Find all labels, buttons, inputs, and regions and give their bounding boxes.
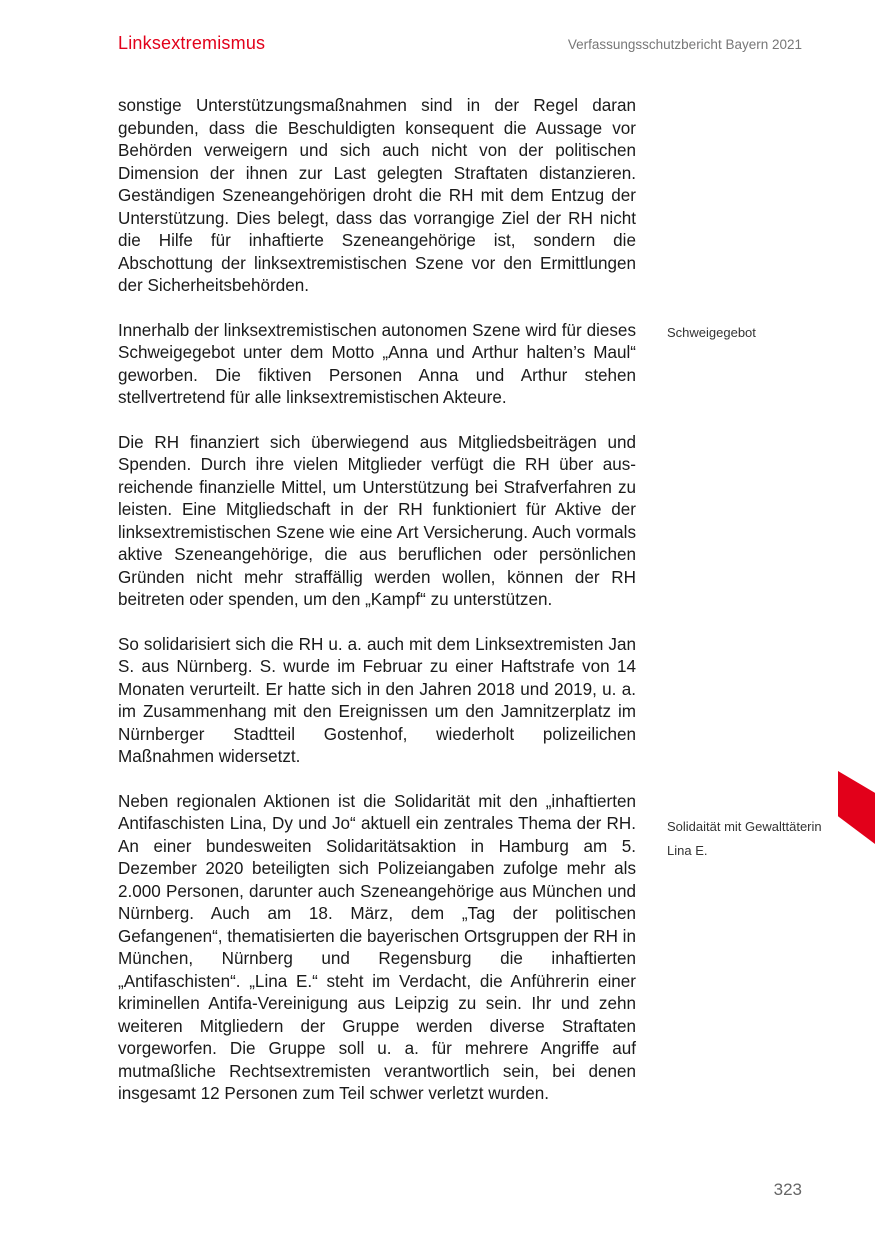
margin-note-solidaritaet: Solidaität mit Gewalttäterin Lina E. [667,819,822,858]
paragraph-3: Die RH finanziert sich überwiegend aus Mitgliedsbeiträgen und Spenden. Durch ihre vielen Mitglieder verfügt die RH über ausreichende finanzielle Mittel, um Unterstützung bei Strafverfahren zu leisten. Eine Mitgliedschaft in der RH funktioniert für Aktive der linksextremistischen Szene wie eine Art Versicherung. Auch vormals aktive Szeneangehörige, die aus beruflichen oder persönlichen Gründen nicht mehr straffällig werden wollen, können der RH beitreten oder spenden, um den „Kampf“ zu unterstützen. [118,432,636,609]
section-title: Linksextremismus [118,33,266,53]
body-text [118,95,636,1128]
margin-note-schweigegebot: Schweigegebot [667,325,756,340]
publication-title: Verfassungsschutzbericht Bayern 2021 [567,37,802,52]
paragraph-1: sonstige Unterstützungsmaßnahmen sind in der Regel daran gebunden, dass die Beschuldigten konsequent die Aussage vor Behörden verweigern und sich auch nicht von der politischen Dimension der ihnen zur Last gelegten Straftaten distanzieren. Geständigen Szeneangehörigen droht die RH mit dem Entzug der Unterstützung. Dies belegt, dass das vorrangige Ziel der RH nicht die Hilfe für inhaftierte Szeneangehörige ist, sondern die Abschottung der linksextremistischen Szene vor den Ermittlungen der Sicherheitsbehörden. [118,96,636,295]
paragraph-5: Neben regionalen Aktionen ist die Solidarität mit den „inhaftierten Antifaschisten Lina, Dy und Jo“ aktuell ein zentrales Thema der RH. An einer bundesweiten Solidaritätsaktion in Hamburg am 5. Dezember 2020 beteiligten sich Polizeiangaben zufolge mehr als 2.000 Personen, darunter auch Szeneangehörige aus München und Nürnberg. Auch am 18. März, dem „Tag der politischen Gefangenen“, thematisierten die bayerischen Ortsgruppen der RH in München, Nürnberg und Regensburg die inhaftierten „Antifaschisten“. „Lina E.“ steht im Verdacht, die Anführerin einer kriminellen Antifa-Vereinigung aus Leipzig zu sein. Ihr und zehn weiteren Mitgliedern der Gruppe werden diverse Straftaten vorgeworfen. Die Gruppe soll u. a. für mehrere Angriffe auf mutmaßliche Rechtsextremisten verantwortlich sein, bei denen insgesamt 12 Personen zum Teil schwer verletzt wurden. [118,791,636,1103]
page-number: 323 [773,1180,802,1199]
paragraph-4: So solidarisiert sich die RH u. a. auch mit dem Linksextremisten Jan S. aus Nürnberg. S. wurde im Februar zu einer Haftstrafe von 14 Monaten verurteilt. Er hatte sich in den Jahren 2018 und 2019, u. a. im Zusammenhang mit den Ereignissen um den Jamnitzerplatz im Nürnberger Stadtteil Gostenhof, wiederholt polizeilichen Maßnahmen widersetzt. [118,634,636,766]
paragraph-2: Innerhalb der linksextremistischen autonomen Szene wird für dieses Schweigegebot unter dem Motto „Anna und Arthur halten’s Maul“ geworben. Die fiktiven Personen Anna und Arthur stehen stellvertretend für alle linksextremistischen Akteure. [118,320,636,407]
chapter-tab-marker [838,771,875,844]
